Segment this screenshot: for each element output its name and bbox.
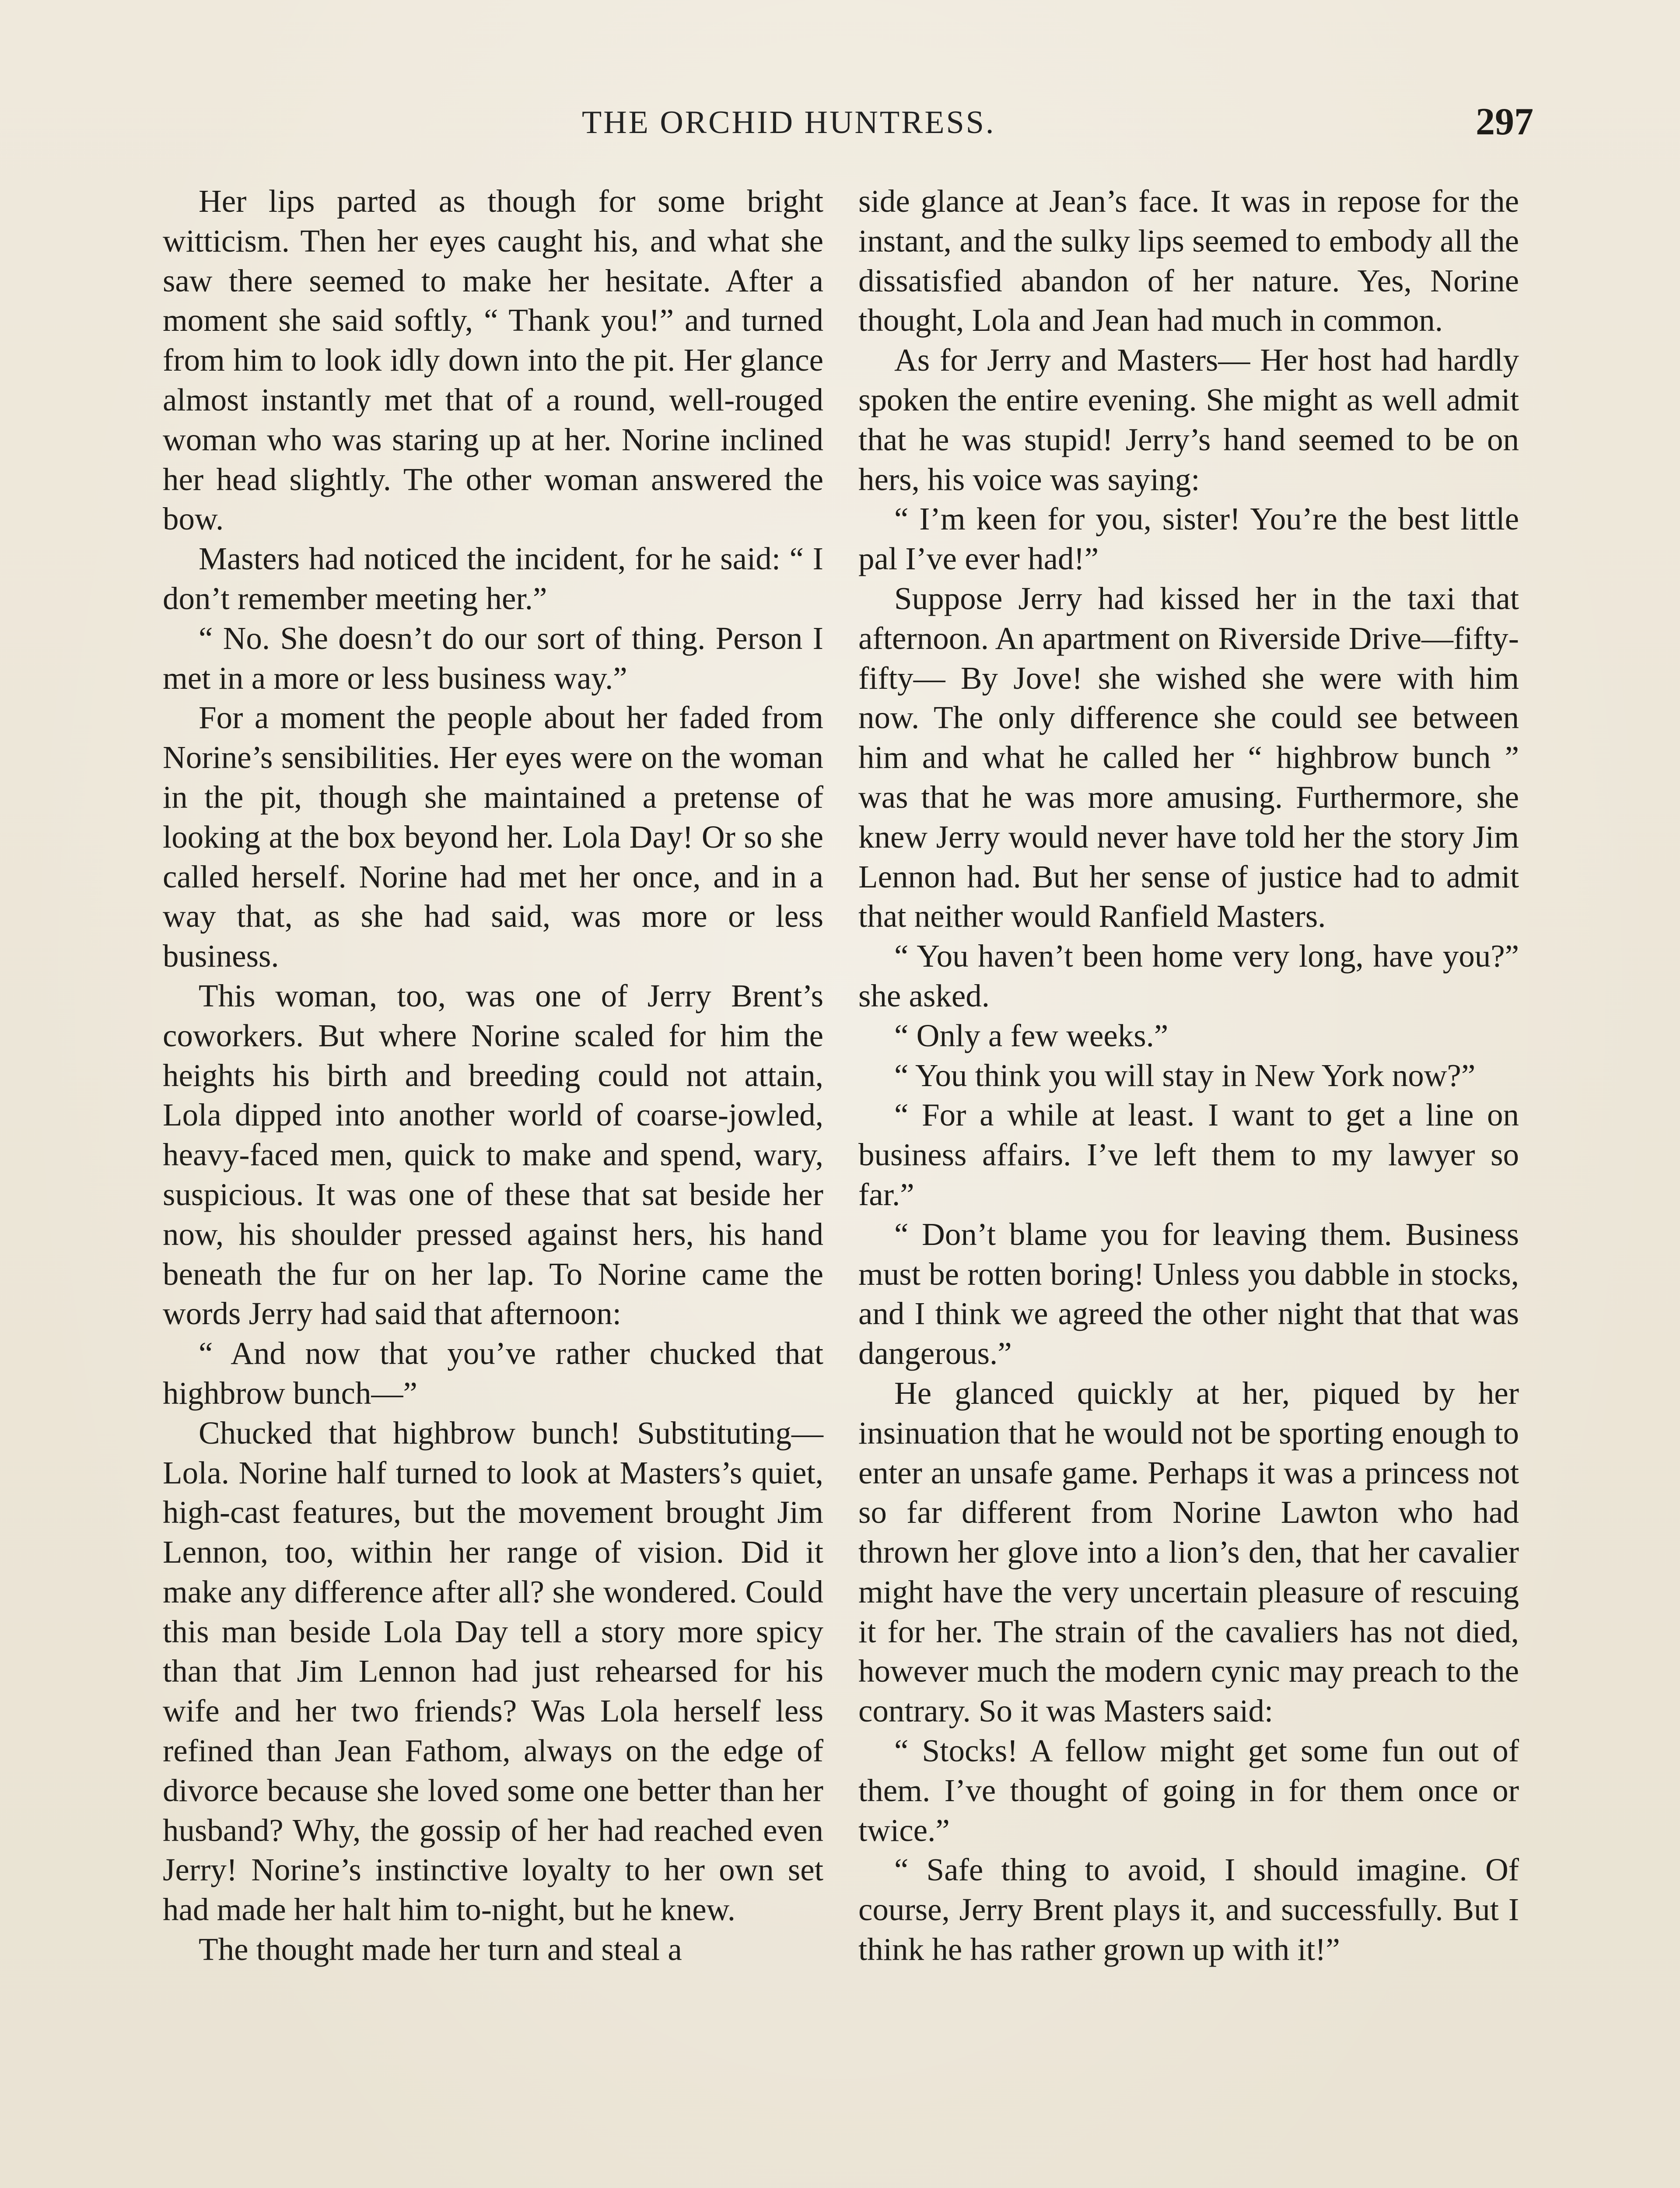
paragraph: “ And now that you’ve rather chucked that highbrow bunch—”	[163, 1336, 823, 1411]
paragraph: “ Safe thing to avoid, I should imagine. Of course, Jerry Brent plays it, and successfully. But I think he has rather grown up with it!”	[858, 1852, 1519, 1967]
paragraph: The thought made her turn and steal a	[199, 1932, 682, 1967]
text-column-left	[163, 182, 823, 1970]
paragraph: Her lips parted as though for some bright witticism. Then her eyes caught his, and what she saw there seemed to make her hesitate. After a moment she said softly, “ Thank you!” and turned from him to look idly down into the pit. Her glance almost instantly met that of a round, well-rouged woman who was staring up at her. Norine inclined her head slightly. The other woman answered the bow.	[163, 183, 823, 537]
paragraph: “ You haven’t been home very long, have you?” she asked.	[858, 938, 1519, 1013]
paragraph: “ For a while at least. I want to get a line on business affairs. I’ve left them to my lawyer so far.”	[858, 1097, 1519, 1212]
paragraph: “ Only a few weeks.”	[894, 1017, 1169, 1053]
running-title: THE ORCHID HUNTRESS.	[582, 105, 996, 140]
paragraph: “ Stocks! A fellow might get some fun out of them. I’ve thought of going in for them once or twice.”	[858, 1733, 1519, 1848]
paragraph: Suppose Jerry had kissed her in the taxi that afternoon. An apartment on Riverside Drive—fifty-fifty— By Jove! she wished she were with him now. The only difference she could see between him and what he called her “ highbrow bunch ” was that he was more amusing. Furthermore, she knew Jerry would never have told her the story Jim Lennon had. But her sense of justice had to admit that neither would Ranfield Masters.	[858, 580, 1519, 934]
paragraph: He glanced quickly at her, piqued by her insinuation that he would not be sporting enough to enter an unsafe game. Perhaps it was a princess not so far different from Norine Lawton who had thrown her glove into a lion’s den, that her cavalier might have the very uncertain pleasure of rescuing it for her. The strain of the cavaliers has not died, however much the modern cynic may preach to the contrary. So it was Masters said:	[858, 1375, 1519, 1729]
paragraph: For a moment the people about her faded from Norine’s sensibilities. Her eyes were on the woman in the pit, though she maintained a pretense of looking at the box beyond her. Lola Day! Or so she called herself. Norine had met her once, and in a way that, as she had said, was more or less business.	[163, 700, 823, 974]
paragraph: “ No. She doesn’t do our sort of thing. Person I met in a more or less business way.”	[163, 620, 823, 696]
paragraph: Masters had noticed the incident, for he said: “ I don’t remember meeting her.”	[163, 541, 823, 616]
paragraph-continued: side glance at Jean’s face. It was in repose for the instant, and the sulky lips seemed to embody all the dissatisfied abandon of her nature. Yes, Norine thought, Lola and Jean had much in common.	[858, 183, 1519, 338]
paragraph: “ You think you will stay in New York now?”	[894, 1057, 1476, 1093]
text-column-right	[858, 182, 1519, 1970]
paragraph: “ Don’t blame you for leaving them. Business must be rotten boring! Unless you dabble in stocks, and I think we agreed the other night that that was dangerous.”	[858, 1216, 1519, 1371]
paragraph: “ I’m keen for you, sister! You’re the best little pal I’ve ever had!”	[858, 501, 1519, 577]
paragraph: As for Jerry and Masters— Her host had hardly spoken the entire evening. She might as well admit that he was stupid! Jerry’s hand seemed to be on hers, his voice was saying:	[858, 342, 1519, 497]
page-number: 297	[1476, 101, 1533, 143]
paragraph: Chucked that highbrow bunch! Substituting—Lola. Norine half turned to look at Masters’s quiet, high-cast features, but the movement brought Jim Lennon, too, within her range of vision. Did it make any difference after all? she wondered. Could this man beside Lola Day tell a story more spicy than that Jim Lennon had just rehearsed for his wife and her two friends? Was Lola herself less refined than Jean Fathom, always on the edge of divorce because she loved some one better than her husband? Why, the gossip of her had reached even Jerry! Norine’s instinctive loyalty to her own set had made her halt him to-night, but he knew.	[163, 1415, 823, 1928]
paragraph: This woman, too, was one of Jerry Brent’s coworkers. But where Norine scaled for him the heights his birth and breeding could not attain, Lola dipped into another world of coarse-jowled, heavy-faced men, quick to make and spend, wary, suspicious. It was one of these that sat beside her now, his shoulder pressed against hers, his hand beneath the fur on her lap. To Norine came the words Jerry had said that afternoon:	[163, 978, 823, 1332]
